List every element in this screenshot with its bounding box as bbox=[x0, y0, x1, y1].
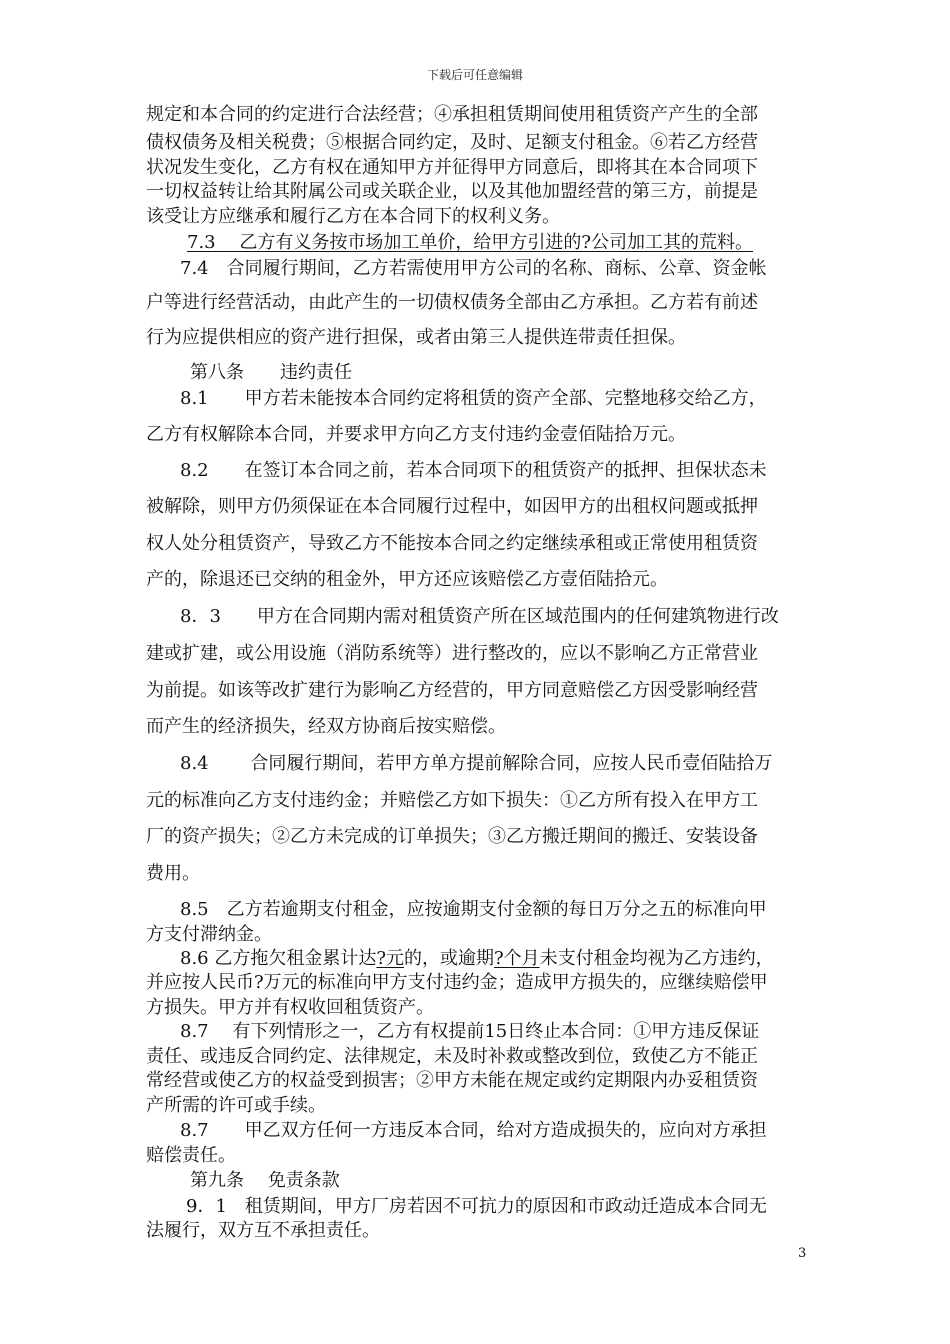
text-line: 9．1 租赁期间，甲方厂房若因不可抗力的原因和市政动迁造成本合同无 bbox=[186, 1196, 767, 1217]
text-line: 规定和本合同的约定进行合法经营；④承担租赁期间使用租赁资产产生的全部 bbox=[146, 104, 758, 125]
text-line: 责任、或违反合同约定、法律规定，未及时补救或整改到位，致使乙方不能正 bbox=[146, 1046, 758, 1067]
text-line: 8.4 合同履行期间，若甲方单方提前解除合同，应按人民币壹佰陆拾万 bbox=[180, 753, 773, 774]
text-line: 行为应提供相应的资产进行担保，或者由第三人提供连带责任担保。 bbox=[146, 327, 686, 348]
text-line: 而产生的经济损失，经双方协商后按实赔偿。 bbox=[146, 716, 506, 737]
page-header: 下载后可任意编辑 bbox=[426, 68, 523, 82]
text-line: 厂的资产损失；②乙方未完成的订单损失；③乙方搬迁期间的搬迁、安装设备 bbox=[146, 826, 758, 847]
text-line: 法履行，双方互不承担责任。 bbox=[146, 1220, 380, 1241]
text-line: 该受让方应继承和履行乙方在本合同下的权利义务。 bbox=[146, 206, 560, 227]
text-line: 方损失。甲方并有权收回租赁资产。 bbox=[146, 997, 434, 1018]
text-line: 并应按人民币?万元的标准向甲方支付违约金；造成甲方损失的，应继续赔偿甲 bbox=[146, 972, 768, 993]
text-line: 8.5 乙方若逾期支付租金，应按逾期支付金额的每日万分之五的标准向甲 bbox=[180, 899, 767, 920]
text-line: 户等进行经营活动，由此产生的一切债权债务全部由乙方承担。乙方若有前述 bbox=[146, 292, 758, 313]
text-line: 费用。 bbox=[146, 863, 200, 884]
text-line: 产的，除退还已交纳的租金外，甲方还应该赔偿乙方壹佰陆拾元。 bbox=[146, 569, 668, 590]
text-line: 建或扩建，或公用设施（消防系统等）进行整改的，应以不影响乙方正常营业 bbox=[146, 643, 758, 664]
text-run: 的，或逾期 bbox=[404, 948, 495, 969]
section-heading: 第八条 违约责任 bbox=[190, 362, 352, 383]
text-line: 权人处分租赁资产，导致乙方不能按本合同之约定继续承租或正常使用租赁资 bbox=[146, 533, 758, 554]
text-line: 8.7 甲乙双方任何一方违反本合同，给对方造成损失的，应向对方承担 bbox=[180, 1120, 767, 1141]
text-line: 债权债务及相关税费；⑤根据合同约定，及时、足额支付租金。⑥若乙方经营 bbox=[146, 132, 758, 153]
text-line: 乙方有权解除本合同，并要求甲方向乙方支付违约金壹佰陆拾万元。 bbox=[146, 424, 686, 445]
text-line: 赔偿责任。 bbox=[146, 1145, 236, 1166]
text-line: 被解除，则甲方仍须保证在本合同履行过程中，如因甲方的出租权问题或抵押 bbox=[146, 496, 758, 517]
text-line: 状况发生变化，乙方有权在通知甲方并征得甲方同意后，即将其在本合同项下 bbox=[146, 157, 758, 178]
text-line: 方支付滞纳金。 bbox=[146, 924, 272, 945]
text-line: 8.2 在签订本合同之前，若本合同项下的租赁资产的抵押、担保状态未 bbox=[180, 460, 767, 481]
text-line: 8.1 甲方若未能按本合同约定将租赁的资产全部、完整地移交给乙方， bbox=[180, 388, 767, 409]
page-number: 3 bbox=[798, 1246, 807, 1261]
text-run: ?个月 bbox=[494, 948, 540, 969]
text-line: 7.4 合同履行期间，乙方若需使用甲方公司的名称、商标、公章、资金帐 bbox=[180, 258, 767, 279]
text-line bbox=[180, 948, 774, 970]
text-run: 8.6 乙方拖欠租金累计达 bbox=[180, 948, 377, 969]
text-line: 一切权益转让给其附属公司或关联企业，以及其他加盟经营的第三方，前提是 bbox=[146, 181, 758, 202]
text-line: 8．3 甲方在合同期内需对租赁资产所在区域范围内的任何建筑物进行改 bbox=[180, 606, 779, 627]
text-run: ?元 bbox=[376, 948, 405, 969]
text-line: 7.3 乙方有义务按市场加工单价，给甲方引进的?公司加工其的荒料。 bbox=[187, 232, 753, 253]
text-line: 元的标准向乙方支付违约金；并赔偿乙方如下损失：①乙方所有投入在甲方工 bbox=[146, 790, 758, 811]
text-run: 未支付租金均视为乙方违约， bbox=[539, 948, 774, 969]
text-line: 8.7 有下列情形之一，乙方有权提前15日终止本合同：①甲方违反保证 bbox=[180, 1021, 760, 1042]
text-line: 产所需的许可或手续。 bbox=[146, 1095, 326, 1116]
text-line: 常经营或使乙方的权益受到损害；②甲方未能在规定或约定期限内办妥租赁资 bbox=[146, 1070, 758, 1091]
text-line: 为前提。如该等改扩建行为影响乙方经营的，甲方同意赔偿乙方因受影响经营 bbox=[146, 680, 758, 701]
section-heading: 第九条 免责条款 bbox=[190, 1170, 340, 1191]
